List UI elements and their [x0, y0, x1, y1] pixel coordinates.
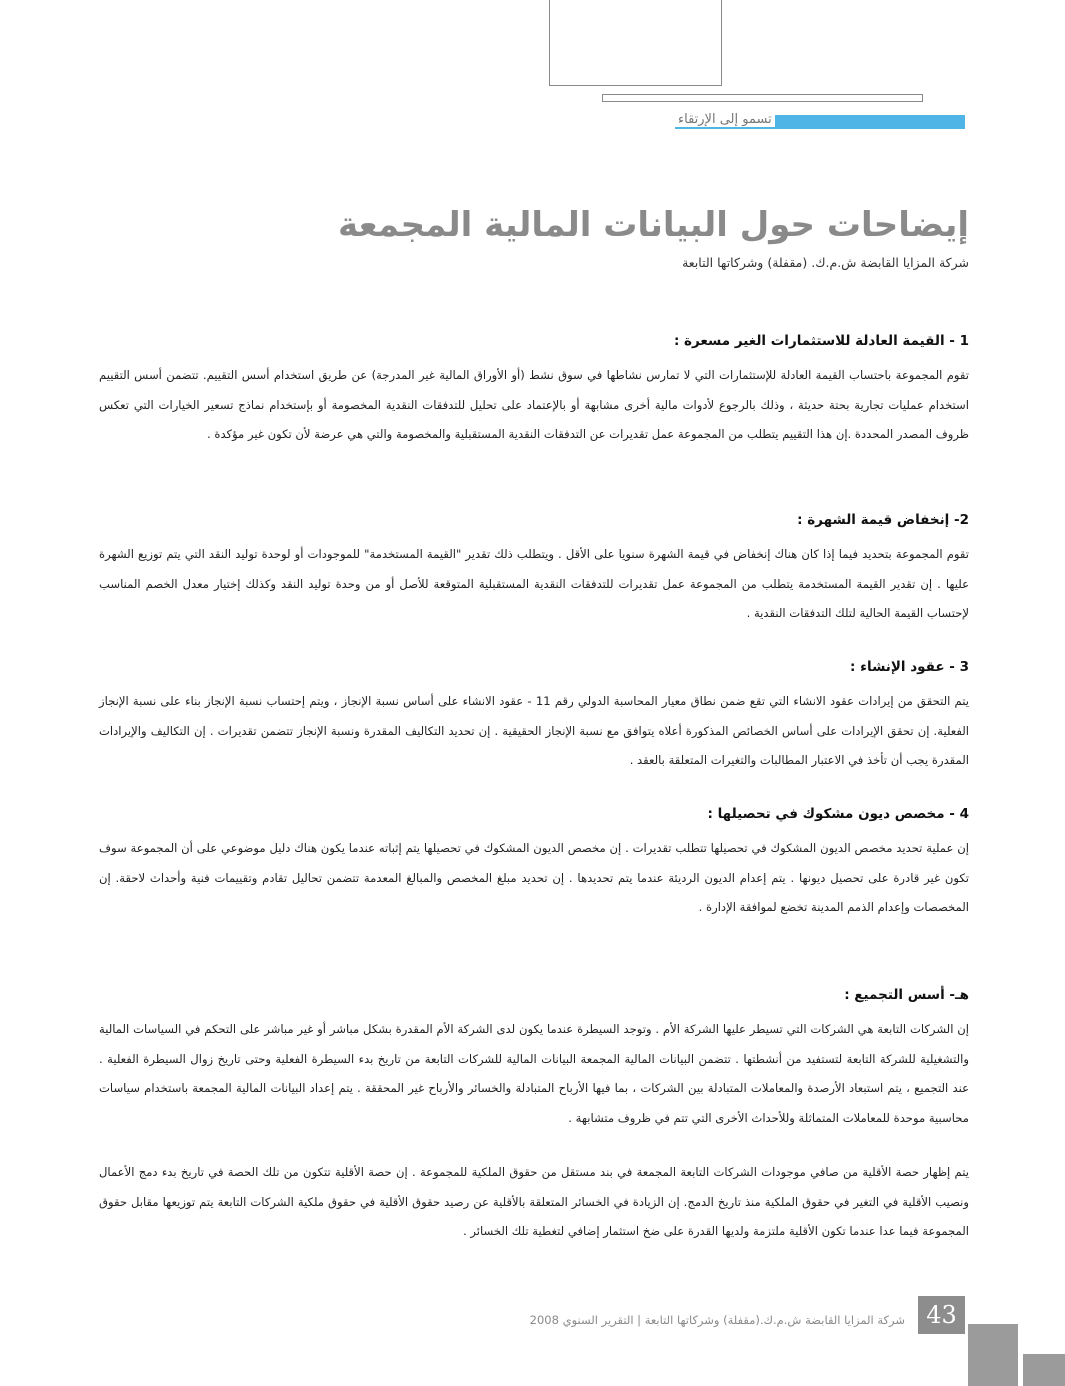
footer-decor-block — [968, 1324, 1018, 1386]
page-number: 43 — [918, 1296, 965, 1334]
section-basis-of-consolidation — [99, 987, 969, 1247]
section-paragraph: يتم إظهار حصة الأقلية من صافي موجودات الشركات التابعة المجمعة في بند مستقل من حقوق الملكية للمجموعة . إن حصة الأقلية تتكون من تلك الحصة في تاريخ بدء دمج الأعمال ونصيب الأقلية في التغير في حقوق الملكية منذ تاريخ الدمج. إن الزيادة في الخسائر المتعلقة بالأقلية عن رصيد حقوق الأقلية في حقوق ملكية الشركات التابعة يتم توزيعها مقابل حقوق المجموعة فيما عدا عندما تكون الأقلية ملتزمة ولديها القدرة على ضخ استثمار إضافي لتغطية تلك الخسائر . — [99, 1165, 969, 1238]
footer-text: شركة المزايا القابضة ش.م.ك.(مقفلة) وشركاتها التابعة | التقرير السنوي 2008 — [529, 1313, 905, 1327]
section-heading: 2- إنخفاض قيمة الشهرة : — [797, 512, 969, 528]
section-doubtful-debts — [99, 806, 969, 923]
header-frame-bar — [602, 94, 923, 102]
section-paragraph: تقوم المجموعة باحتساب القيمة العادلة للإستثمارات التي لا تمارس نشاطها في سوق نشط (أو الأوراق المالية غير المدرجة) عن طريق استخدام أسس التقييم. تتضمن أسس التقييم استخدام عمليات تجارية بحتة حديثة ، وذلك بالرجوع لأدوات مالية أخرى مشابهة أو بالإعتماد على تحليل للتدفقات النقدية المخصومة أو بإستخدام نماذج تسعير الخيارات التي تعكس ظروف المصدر المحددة .إن هذا التقييم يتطلب من المجموعة عمل تقديرات عن التدفقات النقدية المستقبلية والمخصومة والتي هي عرضة لأن تكون غير مؤكدة . — [99, 368, 969, 441]
section-paragraph: إن الشركات التابعة هي الشركات التي تسيطر عليها الشركة الأم . وتوجد السيطرة عندما يكون لدى الشركة الأم المقدرة بشكل مباشر أو غير مباشر على التحكم في السياسات المالية والتشغيلية للشركة التابعة لتستفيد من أنشطتها . تتضمن البيانات المالية المجمعة البيانات المالية للشركات التابعة من تاريخ بدء السيطرة الفعلية وحتى تاريخ زوال السيطرة الفعلية . عند التجميع ، يتم استبعاد الأرصدة والمعاملات المتبادلة بين الشركات ، بما فيها الأرباح المتبادلة والخسائر والأرباح غير المحققة . يتم إعداد البيانات المالية المجمعة باستخدام سياسات محاسبية موحدة للمعاملات المتماثلة وللأحداث الأخرى التي تتم في ظروف متشابهة . — [99, 1022, 969, 1125]
tagline-accent-bar — [675, 111, 965, 129]
section-heading: 3 - عقود الإنشاء : — [850, 659, 969, 675]
section-heading: هـ- أسس التجميع : — [844, 987, 969, 1003]
section-paragraph: تقوم المجموعة بتحديد فيما إذا كان هناك إنخفاض في قيمة الشهرة سنويا على الأقل . ويتطلب ذلك تقدير "القيمة المستخدمة" للموجودات أو لوحدة توليد النقد التي يتم توزيع الشهرة عليها . إن تقدير القيمة المستخدمة يتطلب من المجموعة عمل تقديرات للتدفقات النقدية المستقبلية المتوقعة للأصل أو من وحدة توليد النقد وكذلك إختيار معدل الخصم المناسب لإحتساب القيمة الحالية لتلك التدفقات النقدية . — [99, 547, 969, 620]
header-tagline: تسمو إلى الإرتقاء — [675, 112, 775, 127]
page-title: إيضاحات حول البيانات المالية المجمعة — [337, 205, 969, 245]
section-goodwill-impairment — [99, 512, 969, 629]
footer-decor-block — [1023, 1354, 1065, 1386]
section-heading: 1 - القيمة العادلة للاستثمارات الغير مسعرة : — [673, 333, 969, 349]
section-construction-contracts — [99, 659, 969, 776]
page-subtitle: شركة المزايا القابضة ش.م.ك. (مقفلة) وشركاتها التابعة — [682, 255, 969, 270]
section-paragraph: يتم التحقق من إيرادات عقود الانشاء التي تقع ضمن نطاق معيار المحاسبة الدولي رقم 11 - عقود الانشاء على أساس نسبة الإنجاز ، ويتم إحتساب نسبة الإنجاز بناء على نسبة الإنجاز الفعلية. إن تحقق الإيرادات على أساس الخصائص المذكورة أعلاه يتوافق مع نسبة الإنجاز الحقيقية . إن تحديد التكاليف المقدرة ونسبة الإنجاز تتضمن تقديرات . إن التكاليف والإيرادات المقدرة يجب أن تأخذ في الاعتبار المطالبات والتغيرات المتعلقة بالعقد . — [99, 694, 969, 767]
section-fair-value — [99, 333, 969, 450]
header-frame-box — [549, 0, 722, 86]
section-paragraph: إن عملية تحديد مخصص الديون المشكوك في تحصيلها تتطلب تقديرات . إن مخصص الديون المشكوك في تحصيلها يتم إثباته عندما يكون هناك دليل موضوعي على أن المجموعة سوف تكون غير قادرة على تحصيل ديونها . يتم إعدام الديون الرديئة عندما يتم تحديدها . إن تحديد مبلغ المخصص والمبالغ المعدمة تتضمن تحاليل تقادم وتقييمات فنية وأحداث لاحقة. إن المخصصات وإعدام الذمم المدينة تخضع لموافقة الإدارة . — [99, 841, 969, 914]
section-heading: 4 - مخصص ديون مشكوك في تحصيلها : — [707, 806, 969, 822]
header-tagline-strip — [597, 111, 965, 129]
